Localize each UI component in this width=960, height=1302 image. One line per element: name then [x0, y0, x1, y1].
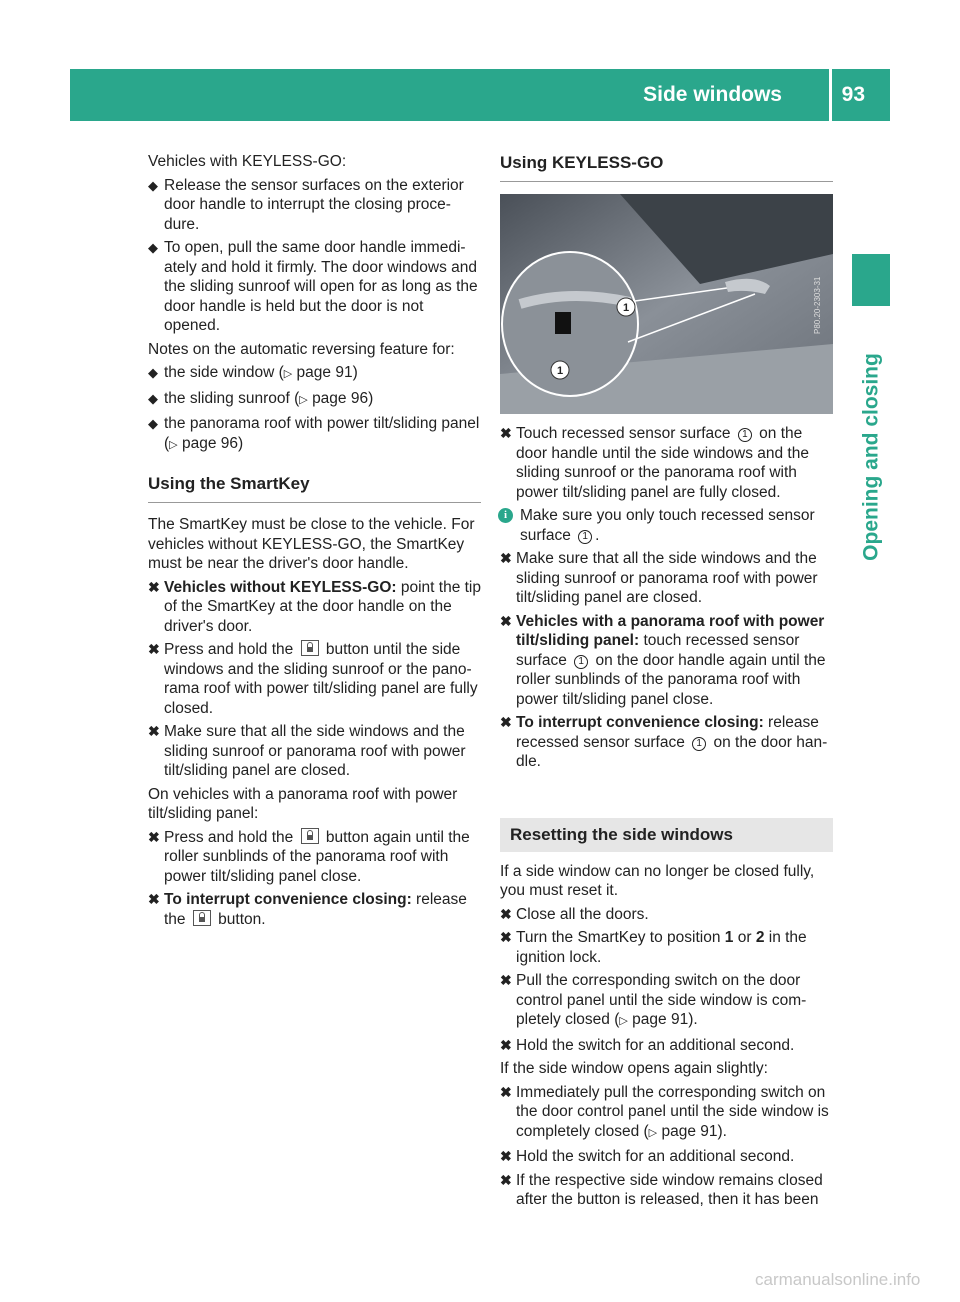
list-item: ◆ Release the sensor surfaces on the exterior door handle to interrupt the closing proce-dure.: [148, 176, 464, 233]
step-arrow-icon: ✖: [500, 714, 512, 730]
page-link[interactable]: page 91: [661, 1122, 718, 1140]
step-item: ✖ Make sure that all the side windows and the sliding sunroof or panorama roof with power tilt/sliding panel are closed.: [148, 723, 466, 779]
page-link[interactable]: page 96: [312, 389, 369, 407]
smartkey-para: The SmartKey must be close to the vehicle. For vehicles without KEYLESS-GO, the SmartKey must be near the driver's door handle.: [148, 516, 475, 572]
door-handle-illustration: [500, 194, 833, 414]
step-item: ✖ Vehicles with a panorama roof with power tilt/sliding panel: touch recessed sensor surface 1 on the door handle again until the roller sunblinds of the panorama roof with power tilt/sliding panel close.: [500, 612, 826, 708]
callout-1-icon: 1: [738, 428, 752, 442]
door-handle-photo: [500, 194, 833, 414]
right-column: [500, 152, 833, 1214]
callout-1-icon: 1: [556, 365, 564, 377]
notes-intro: Notes on the automatic reversing feature for:: [148, 340, 455, 358]
bullet-icon: ◆: [148, 177, 158, 193]
list-item: ◆ To open, pull the same door handle immedi-ately and hold it firmly. The door windows and the sliding sunroof will open for as long as the door handle is held but the door is not opened.: [148, 239, 478, 334]
page-ref-icon: ▷: [283, 368, 293, 380]
page-link[interactable]: page 91: [632, 1011, 689, 1028]
header-bar: [70, 69, 890, 121]
step-item: ✖ To interrupt convenience closing: release the button.: [148, 891, 467, 928]
step-arrow-icon: ✖: [500, 1036, 512, 1053]
step-item: ✖ Turn the SmartKey to position 1 or 2 in the ignition lock.: [500, 929, 807, 966]
lock-button-icon: [301, 640, 319, 656]
bullet-icon: ◆: [148, 390, 158, 406]
step-item: ✖ Press and hold the button until the side windows and the sliding sunroof or the pano-rama roof with power tilt/sliding panel are fully closed.: [148, 641, 478, 717]
header-separator: [829, 69, 832, 121]
step-item: ✖ Vehicles without KEYLESS-GO: point the tip of the SmartKey at the door handle on the driver's door.: [148, 578, 481, 635]
bullet-icon: ◆: [148, 416, 158, 431]
callout-1-icon: 1: [692, 737, 706, 751]
step-arrow-icon: ✖: [500, 1083, 512, 1100]
reset-para: If a side window can no longer be closed fully, you must reset it.: [500, 862, 815, 899]
step-arrow-icon: ✖: [500, 905, 512, 922]
callout-1-icon: 1: [578, 530, 592, 544]
step-arrow-icon: ✖: [148, 578, 160, 595]
step-arrow-icon: ✖: [148, 641, 160, 657]
list-item: ◆ the panorama roof with power tilt/sliding panel (▷ page 96): [148, 415, 480, 452]
callout-1-icon: 1: [622, 302, 630, 314]
page-link[interactable]: page 96: [181, 434, 238, 452]
list-item: ◆ the sliding sunroof (▷ page 96): [148, 389, 374, 407]
watermark: carmanualsonline.info: [755, 1270, 921, 1289]
step-item: ✖ Pull the corresponding switch on the door control panel until the side window is com-pletely closed (▷ page 91).: [500, 972, 807, 1028]
bullet-icon: ◆: [148, 240, 158, 255]
step-arrow-icon: ✖: [500, 550, 512, 566]
step-item: ✖ To interrupt convenience closing: release recessed sensor surface 1 on the door han-dle.: [500, 714, 828, 770]
lock-button-icon: [193, 910, 211, 926]
step-arrow-icon: ✖: [148, 828, 160, 845]
side-tab: [852, 254, 890, 306]
step-item: ✖ Close all the doors.: [500, 905, 649, 923]
page-ref-icon: ▷: [299, 393, 308, 406]
step-arrow-icon: ✖: [500, 425, 512, 441]
step-item: ✖ Touch recessed sensor surface 1 on the door handle until the side windows and the sliding sunroof or the panorama roof with power tilt/sliding panel are fully closed.: [500, 425, 809, 501]
step-item: ✖ Hold the switch for an additional second.: [500, 1148, 795, 1165]
info-note: i Make sure you only touch recessed sensor surface 1 .: [500, 506, 833, 545]
left-column: [148, 152, 481, 933]
step-arrow-icon: ✖: [148, 723, 160, 739]
list-item: ◆ the side window (▷ page 91): [148, 364, 358, 381]
step-arrow-icon: ✖: [500, 1171, 512, 1188]
step-arrow-icon: ✖: [500, 1148, 512, 1164]
step-item: ✖ If the respective side window remains closed after the button is released, then it has been: [500, 1171, 823, 1208]
panorama-intro: On vehicles with a panorama roof with power tilt/sliding panel:: [148, 785, 458, 822]
photo-code: P80.20-2303-31: [813, 276, 822, 334]
step-item: ✖ Hold the switch for an additional second.: [500, 1036, 795, 1054]
bullet-icon: ◆: [148, 365, 158, 380]
info-icon: i: [498, 508, 513, 523]
keyless-intro: Vehicles with KEYLESS-GO:: [148, 153, 347, 170]
page-ref-icon: ▷: [169, 438, 178, 451]
page-ref-icon: ▷: [648, 1126, 658, 1139]
smartkey-heading: Using the SmartKey: [148, 473, 481, 503]
step-item: ✖ Make sure that all the side windows and the sliding sunroof or panorama roof with power tilt/sliding panel are closed.: [500, 550, 818, 606]
page-link[interactable]: page 91: [296, 364, 353, 381]
page-ref-icon: ▷: [619, 1015, 628, 1027]
step-item: ✖ Press and hold the button again until the roller sunblinds of the panorama roof with power tilt/sliding panel close.: [148, 828, 470, 885]
callout-1-icon: 1: [574, 655, 588, 669]
reset-heading: Resetting the side windows: [500, 818, 833, 852]
step-arrow-icon: ✖: [500, 972, 512, 988]
step-arrow-icon: ✖: [500, 612, 512, 629]
page-number: 93: [841, 83, 865, 106]
step-item: ✖ Immediately pull the corresponding switch on the door control panel until the side window is completely closed (▷ page 91).: [500, 1083, 829, 1140]
keyless-heading: Using KEYLESS-GO: [500, 152, 833, 182]
step-arrow-icon: ✖: [148, 891, 160, 907]
section-label: Opening and closing: [859, 353, 883, 561]
step-arrow-icon: ✖: [500, 929, 512, 945]
header-title: Side windows: [643, 83, 782, 106]
again-intro: If the side window opens again slightly:: [500, 1060, 768, 1077]
lock-button-icon: [301, 828, 319, 844]
